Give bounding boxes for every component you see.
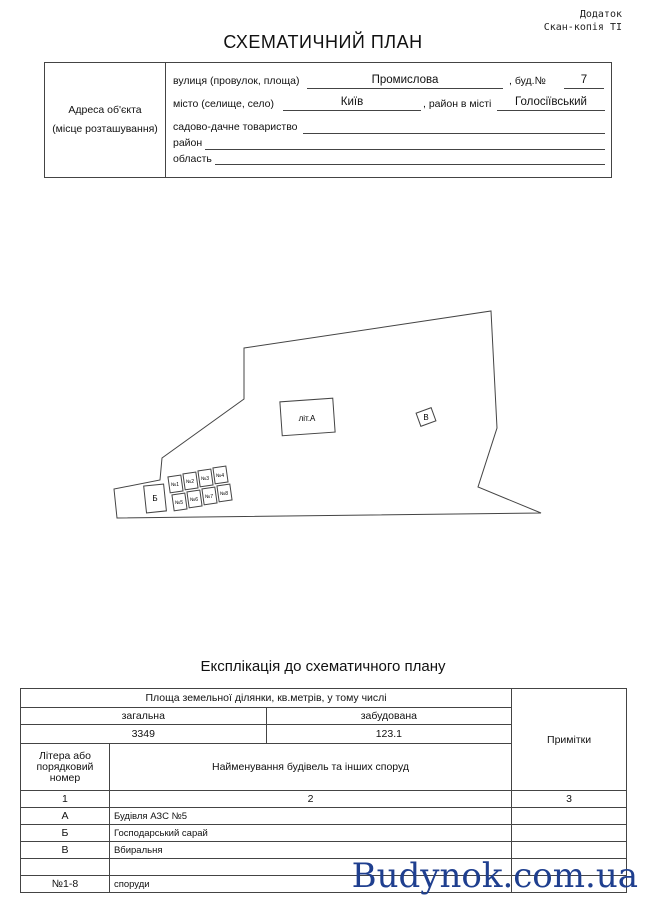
district-city-value: Голосіївський — [497, 96, 605, 111]
row-name: споруди — [109, 876, 511, 893]
region-label: область — [173, 153, 212, 165]
col-number-1: 1 — [21, 791, 110, 808]
address-table — [44, 62, 612, 178]
site-watermark: Budynok.com.ua — [351, 856, 638, 896]
street-label: вулиця (провулок, площа) — [173, 75, 300, 87]
built-area-value: 123.1 — [266, 725, 512, 744]
table-row — [21, 689, 627, 708]
row-note — [512, 825, 627, 842]
row-name: Вбиральня — [109, 842, 511, 859]
address-left-cell — [45, 63, 166, 177]
name-header: Найменування будівель та інших споруд — [109, 744, 511, 791]
structure-7-label: №7 — [204, 494, 214, 500]
street-value: Промислова — [307, 74, 503, 89]
table-row — [21, 791, 627, 808]
table-row — [21, 825, 627, 842]
building-lit-a-label: літ.А — [298, 414, 316, 423]
building-b — [144, 484, 167, 513]
location-label: (місце розташування) — [52, 123, 158, 135]
building-lit-a — [280, 398, 335, 436]
row-litera: А — [21, 808, 110, 825]
structure-2-label: №2 — [185, 479, 195, 485]
row-litera — [21, 859, 110, 876]
notes-header: Примітки — [512, 689, 627, 791]
row-litera: №1-8 — [21, 876, 110, 893]
site-plan-diagram — [0, 300, 646, 540]
structure-6-label: №6 — [189, 497, 199, 503]
garden-society-line — [303, 133, 605, 134]
building-v — [416, 408, 436, 427]
document-annex-note — [544, 8, 622, 34]
page-title: СХЕМАТИЧНИЙ ПЛАН — [223, 32, 423, 52]
building-v-label: В — [423, 413, 429, 422]
region-line — [215, 164, 605, 165]
total-area-label: загальна — [21, 708, 267, 725]
area-header: Площа земельної ділянки, кв.метрів, у тому числі — [21, 689, 512, 708]
city-value: Київ — [283, 96, 421, 111]
structure-5-label: №5 — [174, 500, 184, 506]
col-number-3: 3 — [512, 791, 627, 808]
row-name: Господарський сарай — [109, 825, 511, 842]
address-label: Адреса об'єкта — [68, 104, 142, 116]
structures-group — [168, 466, 232, 511]
explication-title: Експлікація до схематичного плану — [200, 658, 446, 675]
district-label: район — [173, 137, 203, 149]
building-label: , буд.№ — [509, 75, 546, 87]
row-litera: Б — [21, 825, 110, 842]
annex-label: Додаток — [579, 9, 622, 20]
city-label: місто (селище, село) — [173, 98, 274, 110]
row-note — [512, 808, 627, 825]
scan-copy-label: Скан-копія ТІ — [543, 22, 622, 33]
col-number-2: 2 — [109, 791, 511, 808]
garden-society-label: садово-дачне товариство — [173, 121, 298, 133]
total-area-value: 3349 — [21, 725, 267, 744]
row-litera: В — [21, 842, 110, 859]
row-name: Будівля АЗС №5 — [109, 808, 511, 825]
district-city-label: , район в місті — [423, 98, 492, 110]
structure-1-label: №1 — [170, 482, 180, 488]
structure-8-label: №8 — [219, 491, 229, 497]
built-area-label: забудована — [266, 708, 512, 725]
litera-header: Літера або порядковий номер — [21, 744, 110, 791]
structure-3-label: №3 — [200, 476, 210, 482]
table-row — [21, 808, 627, 825]
structure-4-label: №4 — [215, 473, 225, 479]
district-line — [205, 149, 605, 150]
building-value: 7 — [564, 74, 604, 89]
building-b-label: Б — [152, 494, 158, 503]
